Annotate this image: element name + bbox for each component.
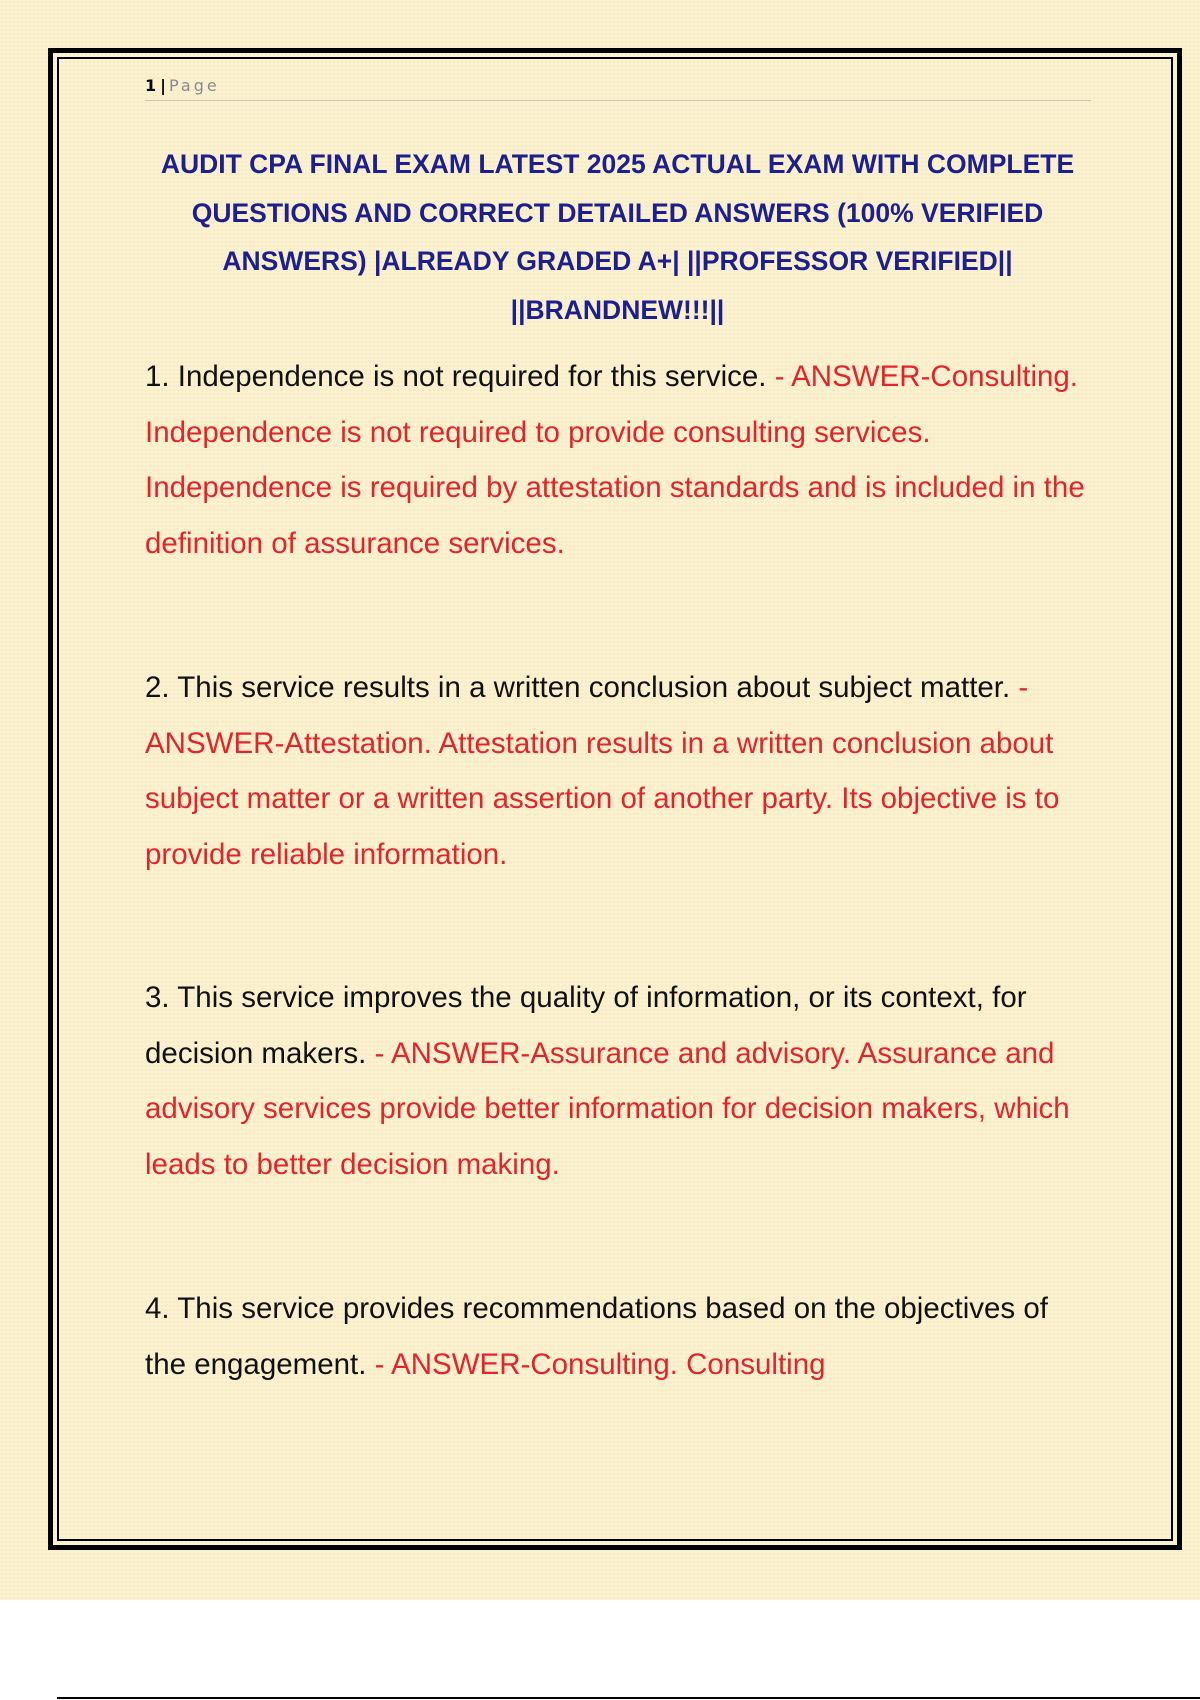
page-header-separator: |	[160, 76, 166, 95]
answer-text: - ANSWER-Assurance and advisory. Assurance and advisory services provide better information for decision makers, which leads to better decision making.	[145, 1036, 1070, 1181]
bottom-divider	[57, 1697, 1200, 1699]
qa-item-3	[145, 970, 1095, 1192]
question-text: 3. This service improves the quality of information, or its context, for decision makers.	[145, 981, 1027, 1070]
document-title: AUDIT CPA FINAL EXAM LATEST 2025 ACTUAL EXAM WITH COMPLETE QUESTIONS AND CORRECT DETAILED ANSWERS (100% VERIFIED ANSWERS) |ALREADY GRADED A+| ||PROFESSOR VERIFIED|| ||BRANDNEW!!!||	[160, 149, 1075, 325]
page-header	[145, 74, 1091, 101]
page-label: Page	[168, 76, 220, 95]
answer-text: - ANSWER-Consulting. Independence is not required to provide consulting services. Independence is required by attestation standards and is included in the definition of assurance services.	[145, 360, 1085, 560]
answer-text: - ANSWER-Attestation. Attestation results in a written conclusion about subject matter or a written assertion of another party. Its objective is to provide reliable information.	[145, 671, 1060, 871]
page-number: 1	[145, 76, 157, 95]
qa-item-2	[145, 660, 1095, 882]
question-text: 4. This service provides recommendations based on the objectives of the engagement.	[145, 1292, 1048, 1381]
question-text: 1. Independence is not required for this service.	[145, 360, 767, 393]
answer-text: - ANSWER-Consulting. Consulting	[374, 1347, 826, 1381]
question-text: 2. This service results in a written conclusion about subject matter.	[145, 671, 1011, 704]
qa-item-4	[145, 1281, 1095, 1392]
qa-item-1	[145, 349, 1095, 571]
